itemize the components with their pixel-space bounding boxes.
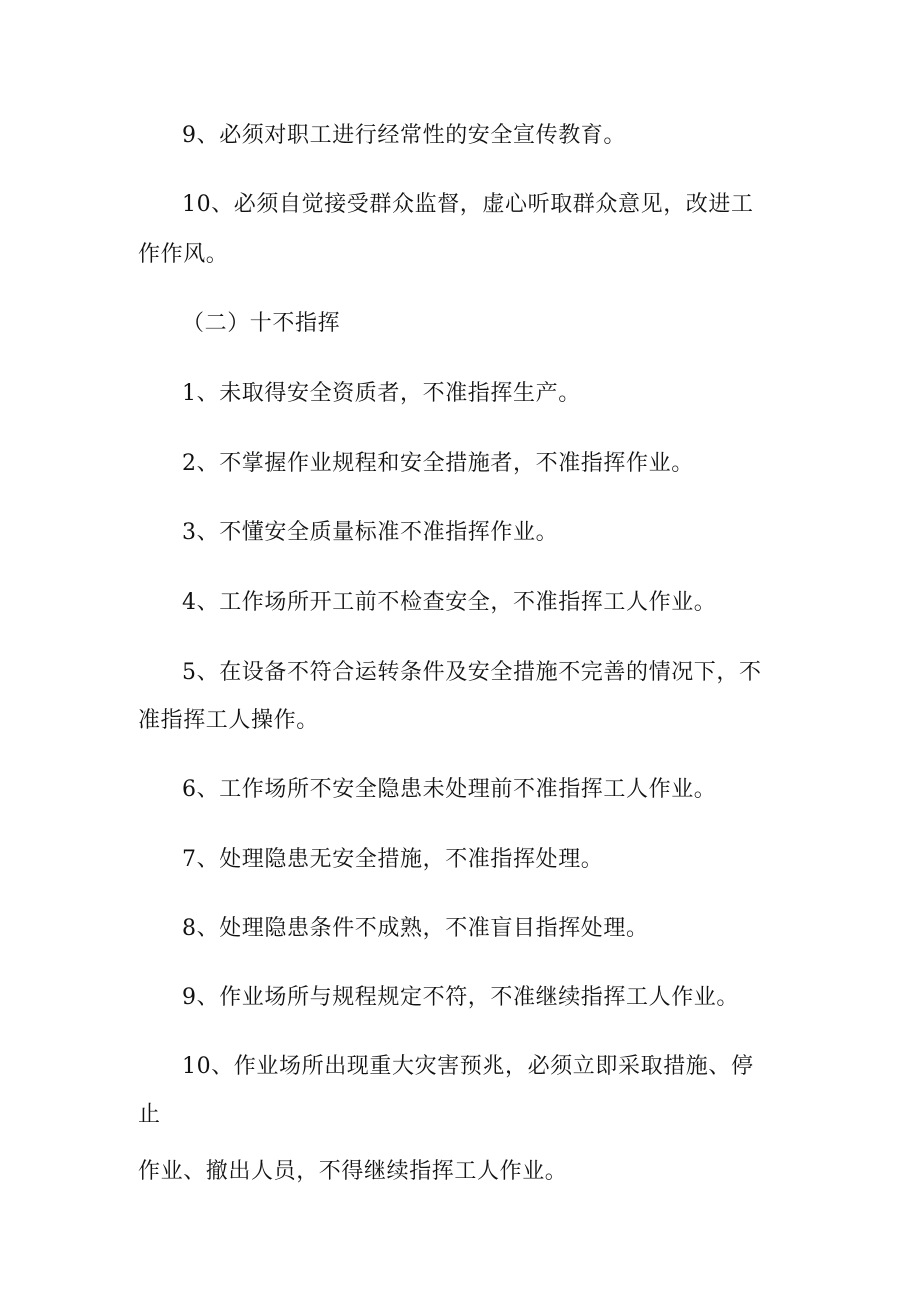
paragraph-line-6: 2、不掌握作业规程和安全措施者，不准指挥作业。 xyxy=(182,451,694,476)
paragraph-line-14: 9、作业场所与规程规定不符，不准继续指挥工人作业。 xyxy=(182,985,739,1010)
paragraph-line-16: 止 xyxy=(138,1102,161,1127)
paragraph-line-1: 9、必须对职工进行经常性的安全宣传教育。 xyxy=(182,123,626,148)
paragraph-line-12: 7、处理隐患无安全措施，不准指挥处理。 xyxy=(182,847,604,872)
paragraph-line-17: 作业、撤出人员，不得继续指挥工人作业。 xyxy=(138,1159,568,1184)
paragraph-line-3: 作作风。 xyxy=(138,242,229,267)
paragraph-line-9: 5、在设备不符合运转条件及安全措施不完善的情况下，不 xyxy=(182,660,762,685)
paragraph-line-13: 8、处理隐患条件不成熟，不准盲目指挥处理。 xyxy=(182,916,649,941)
paragraph-line-5: 1、未取得安全资质者，不准指挥生产。 xyxy=(182,381,581,406)
paragraph-line-2: 10、必须自觉接受群众监督，虚心听取群众意见，改进工 xyxy=(182,192,754,217)
paragraph-line-15: 10、作业场所出现重大灾害预兆，必须立即采取措施、停 xyxy=(182,1054,754,1079)
paragraph-line-10: 准指挥工人操作。 xyxy=(138,708,319,733)
paragraph-line-8: 4、工作场所开工前不检查安全，不准指挥工人作业。 xyxy=(182,590,717,615)
paragraph-line-7: 3、不懂安全质量标准不准指挥作业。 xyxy=(182,520,559,545)
paragraph-line-11: 6、工作场所不安全隐患未处理前不准指挥工人作业。 xyxy=(182,777,717,802)
section-heading: （二）十不指挥 xyxy=(182,311,341,336)
